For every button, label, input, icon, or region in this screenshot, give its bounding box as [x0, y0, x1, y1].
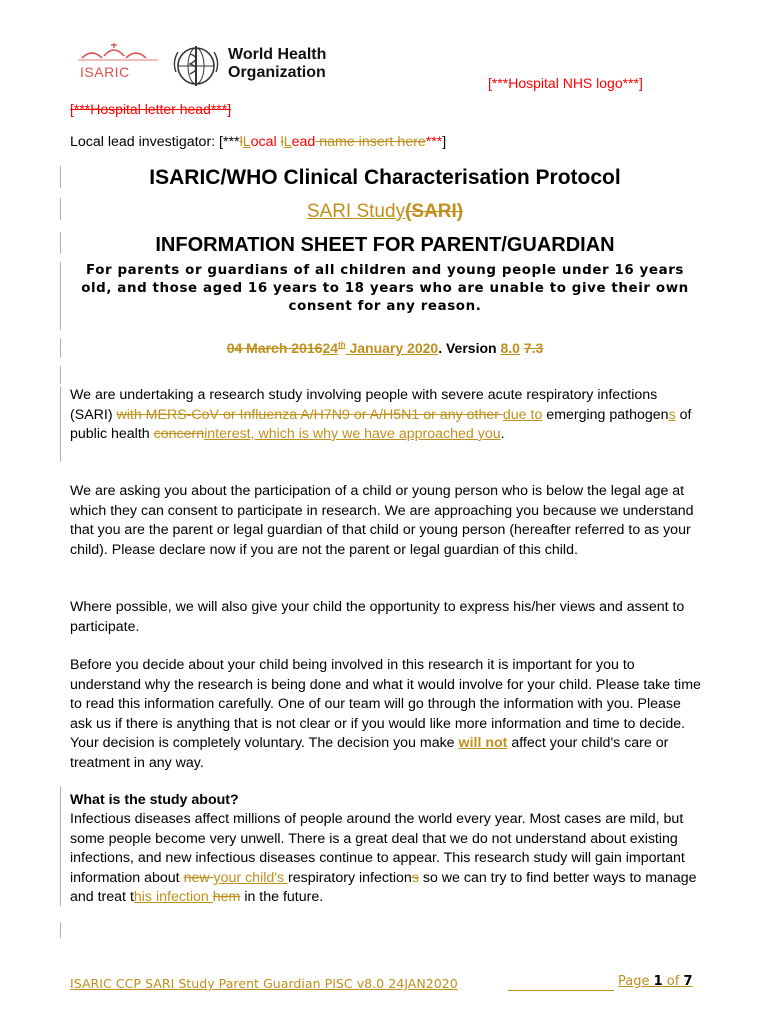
intro-paragraph: We are undertaking a research study involving people with severe acute respiratory infections (SARI) with MERS-CoV or Influenza A/H7N9 or A/H5N1 or any other due to emerging pathogens of public health concerninterest, which is why we have approached you. — [70, 387, 692, 442]
who-emblem-icon — [170, 42, 222, 90]
isaric-logo — [78, 40, 162, 86]
who-logo-line1: World Health — [228, 46, 327, 63]
audience-subtitle: For parents or guardians of all children and young people under 16 years old, and those aged 16 years to 18 years who are unable to give their own consent for any reason. — [81, 263, 689, 314]
footer-document-id: ISARIC CCP SARI Study Parent Guardian PISC v8.0 24JAN2020 — [70, 976, 458, 991]
protocol-title: ISARIC/WHO Clinical Characterisation Protocol — [149, 166, 621, 189]
who-logo — [170, 40, 330, 92]
who-logo-line2: Organization — [228, 64, 326, 81]
section-heading-study-about: What is the study about? — [70, 792, 239, 808]
information-sheet-title: INFORMATION SHEET FOR PARENT/GUARDIAN — [155, 234, 615, 256]
study-name: SARI Study(SARI) — [306, 201, 464, 222]
footer-page-number: Page 1 of 7 — [618, 974, 693, 989]
assent-paragraph: Where possible, we will also give your child the opportunity to express his/her views and assent to participate. — [70, 599, 685, 635]
decision-paragraph: Before you decide about your child being involved in this research it is important for you to understand why the research is being done and what it would involve for your child. Please take time to read this information carefully. One of our team will go through the information with you. Please ask us if there is anything that is not clear or if you would like more information and time to decide. Your decision is completely voluntary. The decision you make will not affect your child's care or treatment in any way. — [70, 657, 701, 771]
local-lead-investigator: Local lead investigator: [***lLocal lLead name insert here***] — [70, 134, 447, 150]
isaric-logo-text: ISARIC — [80, 64, 130, 80]
hospital-letter-head: [***Hospital letter head***] — [70, 101, 232, 117]
study-about-paragraph: Infectious diseases affect millions of people around the world every year. Most cases are mild, but some people become very unwell. There is a great deal that we do not understand about existing infections, and new infectious diseases continue to appear. This research study will gain important information about new your child's respiratory infections so we can try to find better ways to manage and treat this infection hem in the future. — [70, 811, 697, 905]
nhs-logo-placeholder: [***Hospital NHS logo***] — [488, 75, 643, 91]
footer-underline — [508, 990, 614, 991]
participation-paragraph: We are asking you about the participation of a child or young person who is below the legal age at which they can consent to participate in research. We are approaching you because we understand that you are the parent or legal guardian of that child or young person (hereafter referred to as your child). Please declare now if you are not the parent or legal guardian of this child. — [70, 483, 694, 558]
version-line: 04 March 201624th January 2020. Version 8.0 7.3 — [226, 340, 544, 356]
